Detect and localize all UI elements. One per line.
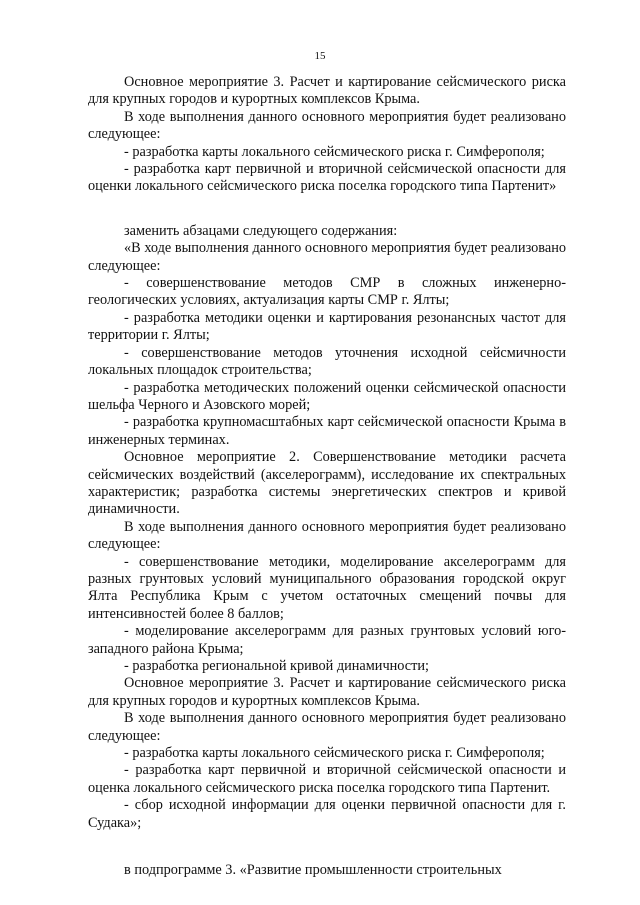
paragraph: В ходе выполнения данного основного мероприятия будет реализовано следующее:	[88, 710, 566, 744]
paragraph: в подпрограмме 3. «Развитие промышленности строительных	[124, 862, 502, 879]
list-item: - моделирование акселерограмм для разных грунтовых условий юго-западного района Крыма;	[88, 623, 566, 657]
paragraph: В ходе выполнения данного основного мероприятия будет реализовано следующее:	[88, 108, 566, 143]
list-item: - совершенствование методов СМР в сложных инженерно-геологических условиях, актуализация карты СМР г. Ялты;	[88, 275, 566, 309]
list-item: - совершенствование методики, моделирование акселерограмм для разных грунтовых условий муниципального образования городской округ Ялта Республика Крым с учетом остаточных смещений почвы для интенсивностей более 8 баллов;	[88, 553, 566, 622]
paragraph: Основное мероприятие 3. Расчет и картирование сейсмического риска для крупных городов и курортных комплексов Крыма.	[88, 675, 566, 709]
page-number: 15	[314, 50, 326, 62]
list-item: - разработка карт первичной и вторичной сейсмической опасности для оценки локального сейсмического риска поселка городского типа Партенит»	[88, 161, 566, 195]
list-item: - сбор исходной информации для оценки первичной опасности для г. Судака»;	[88, 797, 566, 831]
paragraph: Основное мероприятие 3. Расчет и картирование сейсмического риска для крупных городов и курортных комплексов Крыма.	[88, 74, 566, 108]
list-item: - разработка карты локального сейсмического риска г. Симферополя;	[124, 745, 545, 762]
list-item: - разработка методики оценки и картирования резонансных частот для территории г. Ялты;	[88, 309, 566, 344]
paragraph: «В ходе выполнения данного основного мероприятия будет реализовано следующее:	[88, 240, 566, 274]
list-item: - разработка карт первичной и вторичной сейсмической опасности и оценка локального сейсмического риска поселка городского типа Партенит.	[88, 762, 566, 796]
paragraph: Основное мероприятие 2. Совершенствование методики расчета сейсмических воздействий (акселерограмм), исследование их спектральных характеристик; разработка системы энергетических спектров и кривой динамичности.	[88, 449, 566, 518]
list-item: - совершенствование методов уточнения исходной сейсмичности локальных площадок строительства;	[88, 344, 566, 379]
paragraph: заменить абзацами следующего содержания:	[124, 222, 398, 239]
paragraph: В ходе выполнения данного основного мероприятия будет реализовано следующее:	[88, 518, 566, 553]
document-body	[88, 74, 566, 879]
list-item: - разработка карты локального сейсмического риска г. Симферополя;	[124, 143, 545, 160]
list-item: - разработка методических положений оценки сейсмической опасности шельфа Черного и Азовского морей;	[88, 379, 566, 413]
list-item: - разработка крупномасштабных карт сейсмической опасности Крыма в инженерных терминах.	[88, 414, 566, 448]
list-item: - разработка региональной кривой динамичности;	[124, 658, 430, 674]
